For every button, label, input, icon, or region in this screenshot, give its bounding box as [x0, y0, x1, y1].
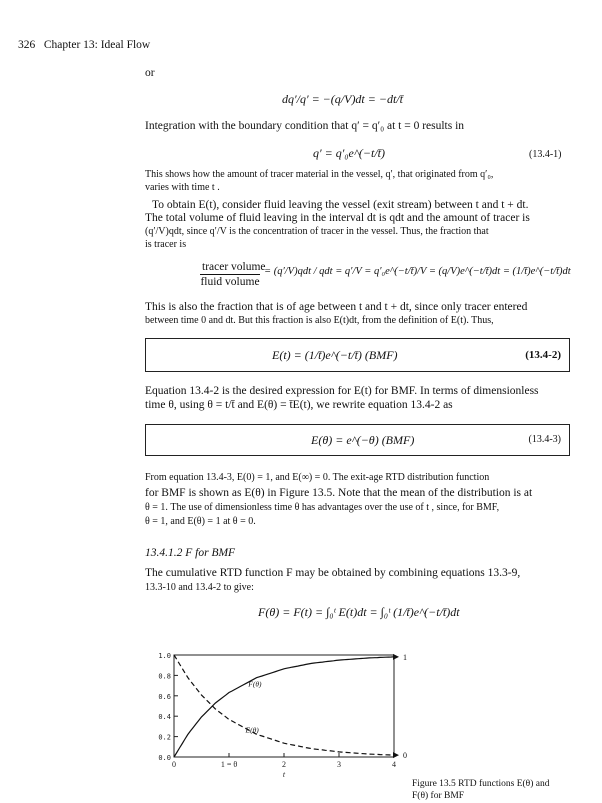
equation-box-13-4-2 [145, 338, 570, 372]
figure-caption-line1: Figure 13.5 RTD functions E(θ) and [412, 779, 550, 789]
x-tick-label: 0 [172, 760, 176, 769]
series-line-F [174, 657, 394, 757]
right-label-zero: 0 [403, 751, 407, 761]
paragraph-obtain: To obtain E(t), consider fluid leaving the vessel (exit stream) between t and t + dt. [152, 199, 529, 211]
y-tick-label: 0.0 [158, 754, 171, 762]
series-line-E [174, 655, 394, 755]
paragraph-cumulative-line2: 13.3-10 and 13.4-2 to give: [145, 582, 254, 593]
fraction-tracer [200, 260, 266, 289]
paragraph-total-line3: is tracer is [145, 239, 187, 250]
equation-number-13-4-2: (13.4-2) [525, 349, 561, 361]
section-heading: 13.4.1.2 F for BMF [145, 547, 236, 559]
y-tick-label: 1.0 [158, 652, 171, 660]
x-tick-label: 2 [282, 760, 286, 769]
paragraph-total-line2: (q′/V)qdt, since q′/V is the concentration of tracer in the vessel. Thus, the fraction that [145, 226, 489, 237]
y-tick-label: 0.8 [158, 672, 171, 681]
x-tick-label: 1 = θ [220, 760, 238, 769]
equation-number-13-4-3: (13.4-3) [528, 434, 561, 445]
figure-caption-line2: F(θ) for BMF [412, 791, 465, 801]
x-tick-label: 4 [392, 760, 396, 769]
equation-13-4-3: E(θ) = e^(−θ) (BMF) [311, 433, 415, 447]
paragraph-shows-line1: This shows how the amount of tracer material in the vessel, q′, that originated from q′₀, [145, 169, 494, 180]
paragraph-also-line2: between time 0 and dt. But this fraction is also E(t)dt, from the definition of E(t). Thus, [145, 315, 494, 326]
y-tick-label: 0.6 [158, 692, 171, 701]
page-header [18, 38, 150, 52]
paragraph-from-line1: From equation 13.4-3, E(0) = 1, and E(∞) = 0. The exit-age RTD distribution function [145, 472, 490, 483]
text-or: or [145, 67, 155, 79]
equation-box-13-4-3 [145, 424, 570, 456]
paragraph-cumulative-line1: The cumulative RTD function F may be obtained by combining equations 13.3-9, [145, 567, 521, 579]
equation-number-13-4-1: (13.4-1) [529, 149, 562, 160]
paragraph-from-line3: θ = 1. The use of dimensionless time θ has advantages over the use of t , since, for BMF, [145, 502, 500, 513]
paragraph-from-line4: θ = 1, and E(θ) = 1 at θ = 0. [145, 516, 256, 527]
figure-13-5-chart [140, 645, 420, 785]
paragraph-also-line1: This is also the fraction that is of age between t and t + dt, since only tracer entered [145, 301, 528, 313]
paragraph-total-line1: The total volume of fluid leaving in the interval dt is qdt and the amount of tracer is [145, 212, 530, 224]
equation-13-4-2: E(t) = (1/t̄)e^(−t/t̄) (BMF) [272, 348, 398, 362]
paragraph-desired-line2: time θ, using θ = t/t̄ and E(θ) = t̄E(t), we rewrite equation 13.4-2 as [145, 399, 453, 411]
paragraph-desired-line1: Equation 13.4-2 is the desired expression for E(t) for BMF. In terms of dimensionless [145, 385, 539, 397]
equation-dq: dq′/q′ = −(q/V)dt = −dt/t̄ [282, 92, 403, 106]
fraction-denominator: fluid volume [200, 276, 260, 288]
series-label-F: F(θ) [248, 679, 262, 689]
paragraph-integration: Integration with the boundary condition that q′ = q′₀ at t = 0 results in [145, 120, 465, 132]
page-number: 326 [18, 39, 36, 51]
x-axis-label: t [282, 770, 286, 779]
y-tick-label: 0.2 [158, 733, 171, 742]
plot-frame [174, 655, 394, 757]
equation-F: F(θ) = F(t) = ∫₀ᵗ E(t)dt = ∫₀ᵗ (1/t̄)e^(−t/t̄)dt [258, 605, 460, 619]
series-label-E: E(θ) [245, 725, 259, 735]
x-tick-label: 3 [337, 760, 341, 769]
arrow-F [393, 654, 399, 660]
fraction-numerator: tracer volume [202, 261, 266, 273]
equation-13-4-1: q′ = q′₀e^(−t/t̄) [313, 146, 385, 160]
paragraph-shows-line2: varies with time t . [145, 182, 220, 193]
right-label-one: 1 [403, 652, 407, 662]
chapter-title: Chapter 13: Ideal Flow [43, 39, 151, 51]
equation-fraction-rest: = (q′/V)qdt / qdt = q′/V = q′₀e^(−t/t̄)/V = (q/V)e^(−t/t̄)dt = (1/t̄)e^(−t/t̄)dt [264, 266, 571, 277]
y-tick-label: 0.4 [158, 713, 171, 722]
arrow-E [393, 752, 399, 758]
paragraph-from-line2: for BMF is shown as E(θ) in Figure 13.5. Note that the mean of the distribution is at [145, 487, 533, 499]
